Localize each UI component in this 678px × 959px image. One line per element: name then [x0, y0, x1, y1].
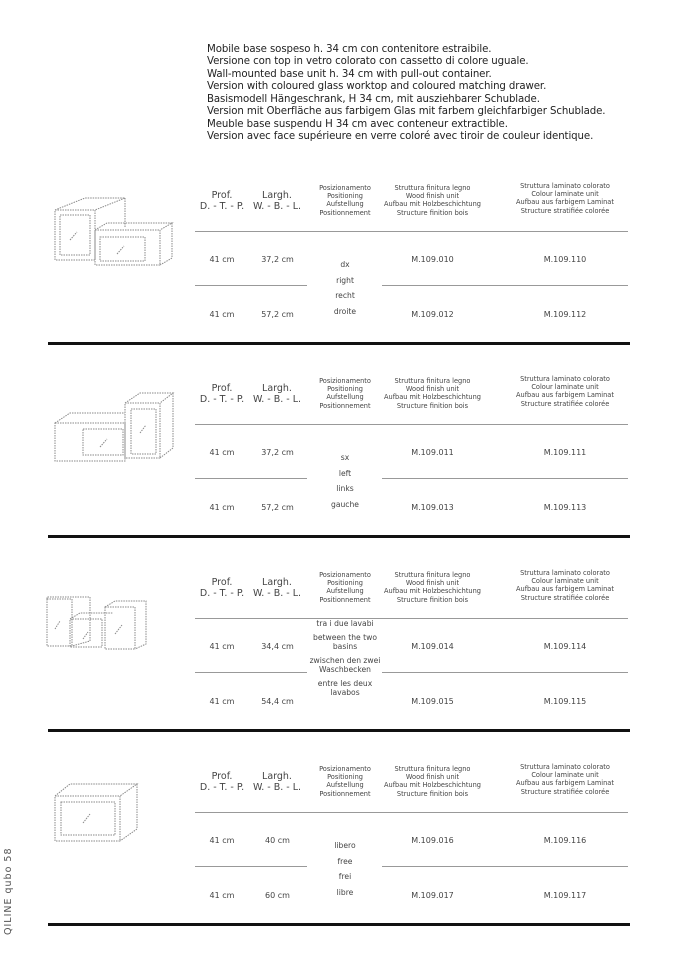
- section-separator: [48, 535, 630, 538]
- header-label: Struttura finitura legno: [394, 184, 471, 192]
- header-label: Largh.: [262, 190, 292, 201]
- intro-line: Mobile base sospeso h. 34 cm con contenitore estraibile.: [207, 44, 492, 55]
- intro-line: Meuble base suspendu H 34 cm avec conteneur extractible.: [207, 119, 508, 130]
- header-label: Posizionamento: [319, 377, 371, 385]
- header-label: Aufstellung: [326, 393, 364, 402]
- width-value: 57,2 cm: [261, 310, 294, 319]
- product-drawing: [45, 589, 195, 673]
- header-label: Structure finition bois: [396, 208, 469, 217]
- header-laminate: [500, 375, 630, 408]
- intro-line: Versione con top in vetro colorato con cassetto di colore uguale.: [207, 56, 529, 67]
- divider: [195, 812, 628, 813]
- header-label: Aufbau aus farbigem Laminat: [516, 585, 614, 594]
- wood-code: M.109.015: [411, 697, 454, 706]
- header-label: W. - B. - L.: [252, 588, 302, 599]
- unit-drawing-left: [45, 383, 195, 463]
- header-label: Aufbau mit Holzbeschichtung: [384, 587, 481, 596]
- product-section: [0, 182, 678, 352]
- positioning-text: right: [336, 275, 354, 285]
- header-label: Structure stratifiée colorée: [520, 206, 610, 215]
- header-label: Aufstellung: [326, 781, 364, 790]
- header-label: Prof.: [211, 577, 233, 588]
- positioning-text: frei: [338, 872, 352, 881]
- header-label: Positioning: [327, 385, 363, 394]
- header-label: D. - T. - P.: [199, 394, 245, 405]
- laminate-code: M.109.112: [543, 310, 587, 319]
- depth-value: 41 cm: [209, 503, 235, 512]
- laminate-code: M.109.110: [543, 255, 587, 264]
- positioning-text: dx: [340, 260, 350, 269]
- unit-drawing-between: [45, 589, 195, 669]
- header-label: Structure stratifiée colorée: [520, 787, 610, 796]
- header-label: Structure finition bois: [396, 401, 469, 410]
- header-label: Colour laminate unit: [531, 577, 599, 586]
- header-laminate: [500, 182, 630, 215]
- header-label: Largh.: [262, 577, 292, 588]
- positioning-text: droite: [333, 306, 357, 316]
- unit-drawing-free: [45, 771, 195, 851]
- header-label: Positionnement: [319, 789, 371, 798]
- header-label: Colour laminate unit: [531, 190, 599, 199]
- header-laminate: [500, 763, 630, 796]
- header-label: Positionnement: [319, 595, 371, 604]
- divider: [195, 618, 628, 619]
- header-label: Wood finish unit: [405, 579, 460, 588]
- header-wood: [370, 571, 495, 604]
- intro-line: Basismodell Hängeschrank, H 34 cm, mit ausziehbarer Schublade.: [207, 94, 540, 105]
- header-label: Struttura finitura legno: [394, 571, 471, 579]
- wood-code: M.109.011: [411, 448, 454, 457]
- positioning-value: [305, 257, 385, 319]
- wood-code: M.109.012: [411, 310, 454, 319]
- header-label: W. - B. - L.: [252, 201, 302, 212]
- wood-code: M.109.014: [411, 642, 454, 651]
- product-drawing: [45, 771, 195, 855]
- intro-de: [207, 94, 605, 118]
- width-value: 37,2 cm: [261, 448, 294, 457]
- header-label: Positioning: [327, 579, 363, 588]
- product-section: [0, 763, 678, 933]
- header-label: Positionnement: [319, 401, 371, 410]
- positioning-text: gauche: [331, 499, 359, 509]
- header-label: Prof.: [211, 190, 233, 201]
- side-label: QILINE qubo 58: [3, 847, 14, 935]
- header-label: Wood finish unit: [405, 385, 460, 394]
- intro-line: Version avec face supérieure en verre coloré avec tiroir de couleur identique.: [207, 131, 594, 142]
- header-laminate: [500, 569, 630, 602]
- header-label: W. - B. - L.: [252, 394, 302, 405]
- unit-drawing-right: [45, 190, 195, 270]
- header-label: Struttura finitura legno: [394, 377, 471, 385]
- header-label: Aufstellung: [326, 200, 364, 209]
- header-wood: [370, 377, 495, 410]
- product-section: [0, 375, 678, 545]
- width-value: 57,2 cm: [261, 503, 294, 512]
- width-value: 60 cm: [265, 891, 290, 900]
- positioning-text: recht: [335, 291, 355, 300]
- section-separator: [48, 729, 630, 732]
- header-label: Aufbau aus farbigem Laminat: [516, 391, 614, 400]
- header-label: Aufbau mit Holzbeschichtung: [384, 200, 481, 209]
- depth-value: 41 cm: [209, 448, 235, 457]
- header-label: Struttura laminato colorato: [520, 182, 610, 190]
- header-label: Structure stratifiée colorée: [520, 593, 610, 602]
- header-label: Aufstellung: [326, 587, 364, 596]
- header-label: Aufbau mit Holzbeschichtung: [384, 393, 481, 402]
- divider: [382, 672, 628, 673]
- divider: [195, 478, 307, 479]
- depth-value: 41 cm: [209, 255, 235, 264]
- wood-code: M.109.010: [411, 255, 454, 264]
- header-label: Aufbau aus farbigem Laminat: [516, 779, 614, 788]
- width-value: 54,4 cm: [261, 697, 294, 706]
- positioning-text: links: [336, 484, 354, 493]
- divider: [195, 866, 307, 867]
- header-label: Colour laminate unit: [531, 383, 599, 392]
- laminate-code: M.109.111: [543, 448, 587, 457]
- header-label: Structure finition bois: [396, 595, 469, 604]
- intro-text: [207, 44, 605, 144]
- divider: [382, 285, 628, 286]
- wood-code: M.109.017: [411, 891, 454, 900]
- laminate-code: M.109.117: [543, 891, 587, 900]
- positioning-value: [305, 450, 385, 512]
- positioning-text: libre: [336, 887, 354, 897]
- positioning-text: between the two basins: [313, 633, 377, 651]
- header-label: Aufbau mit Holzbeschichtung: [384, 781, 481, 790]
- header-label: Posizionamento: [319, 184, 371, 192]
- laminate-code: M.109.114: [543, 642, 587, 651]
- positioning-text: tra i due lavabi: [316, 619, 374, 628]
- header-label: Posizionamento: [319, 571, 371, 579]
- header-label: Struttura laminato colorato: [520, 763, 610, 771]
- header-label: Prof.: [211, 383, 233, 394]
- header-label: Positioning: [327, 773, 363, 782]
- intro-line: Version with coloured glass worktop and coloured matching drawer.: [207, 81, 547, 92]
- header-label: Wood finish unit: [405, 192, 460, 201]
- positioning-text: zwischen den zwei Waschbecken: [309, 656, 381, 674]
- section-separator: [48, 342, 630, 345]
- wood-code: M.109.013: [411, 503, 454, 512]
- width-value: 34,4 cm: [261, 642, 294, 651]
- divider: [195, 424, 628, 425]
- intro-it: [207, 44, 605, 68]
- header-label: Posizionamento: [319, 765, 371, 773]
- positioning-text: free: [337, 856, 353, 866]
- positioning-value: [305, 838, 385, 900]
- depth-value: 41 cm: [209, 642, 235, 651]
- divider: [382, 478, 628, 479]
- header-label: Struttura finitura legno: [394, 765, 471, 773]
- positioning-text: libero: [334, 841, 356, 850]
- header-label: Colour laminate unit: [531, 771, 599, 780]
- divider: [195, 231, 628, 232]
- intro-line: Version mit Oberfläche aus farbigem Glas mit farbem gleichfarbiger Schublade.: [207, 106, 606, 117]
- divider: [195, 672, 307, 673]
- header-label: D. - T. - P.: [199, 782, 245, 793]
- intro-en: [207, 69, 605, 93]
- header-label: Structure stratifiée colorée: [520, 399, 610, 408]
- header-label: Wood finish unit: [405, 773, 460, 782]
- header-label: Positionnement: [319, 208, 371, 217]
- header-label: Struttura laminato colorato: [520, 375, 610, 383]
- header-wood: [370, 184, 495, 217]
- depth-value: 41 cm: [209, 836, 235, 845]
- laminate-code: M.109.116: [543, 836, 587, 845]
- positioning-text: sx: [340, 453, 350, 462]
- divider: [382, 866, 628, 867]
- positioning-text: left: [338, 468, 352, 478]
- wood-code: M.109.016: [411, 836, 454, 845]
- header-wood: [370, 765, 495, 798]
- product-drawing: [45, 190, 195, 274]
- section-separator: [48, 923, 630, 926]
- header-label: Structure finition bois: [396, 789, 469, 798]
- positioning-value: [305, 619, 385, 702]
- header-label: W. - B. - L.: [252, 782, 302, 793]
- header-label: Prof.: [211, 771, 233, 782]
- header-label: Largh.: [262, 383, 292, 394]
- header-label: D. - T. - P.: [199, 588, 245, 599]
- positioning-text: entre les deux lavabos: [317, 679, 373, 697]
- intro-fr: [207, 119, 605, 143]
- divider: [195, 285, 307, 286]
- depth-value: 41 cm: [209, 697, 235, 706]
- header-label: Struttura laminato colorato: [520, 569, 610, 577]
- header-label: Aufbau aus farbigem Laminat: [516, 198, 614, 207]
- width-value: 40 cm: [265, 836, 290, 845]
- header-label: Positioning: [327, 192, 363, 201]
- depth-value: 41 cm: [209, 310, 235, 319]
- product-section: [0, 569, 678, 739]
- header-label: D. - T. - P.: [199, 201, 245, 212]
- intro-line: Wall-mounted base unit h. 34 cm with pull-out container.: [207, 69, 492, 80]
- header-label: Largh.: [262, 771, 292, 782]
- width-value: 37,2 cm: [261, 255, 294, 264]
- depth-value: 41 cm: [209, 891, 235, 900]
- product-drawing: [45, 383, 195, 467]
- laminate-code: M.109.115: [543, 697, 587, 706]
- laminate-code: M.109.113: [543, 503, 587, 512]
